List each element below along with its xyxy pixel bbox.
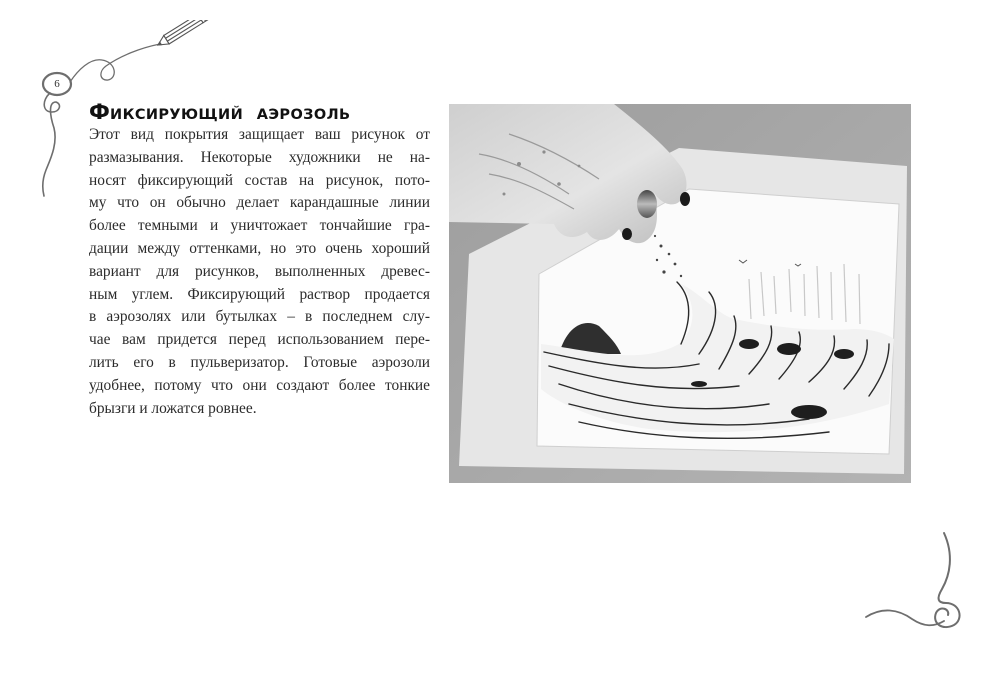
body-paragraph (89, 124, 430, 420)
body-line: му что он обычно делает карандашные линии (89, 194, 430, 212)
body-line: удобнее, потому что они создают более тонкие (89, 376, 430, 394)
body-line: ным углем. Фиксирующий раствор продается (89, 285, 430, 303)
body-line: размазывания. Некоторые художники не на- (89, 148, 430, 166)
section-heading (89, 100, 351, 124)
page-number: 6 (54, 78, 60, 90)
fixative-spray-photo (449, 104, 911, 483)
body-line: лить его в пульверизатор. Готовые аэрозоли (89, 353, 430, 371)
pencil-icon (155, 20, 209, 49)
body-line: чае вам придется перед использованием пере- (89, 331, 430, 349)
body-line: более темными и уничтожает тончайшие гра- (89, 217, 430, 235)
swirl-ornament (858, 525, 978, 635)
body-line: в аэрозолях или бутылках – в последнем слу- (89, 308, 430, 326)
body-line: дации между оттенками, но это очень хороший (89, 239, 430, 257)
body-line: носят фиксирующий состав на рисунок, пото- (89, 171, 430, 189)
heading-initial: Ф (89, 100, 111, 124)
heading-word-2: АЭРОЗОЛЬ (256, 107, 351, 123)
aerosol-can (637, 190, 657, 218)
body-line: вариант для рисунков, выполненных древес- (89, 262, 430, 280)
heading-word-1: ИКСИРУЮЩИЙ (110, 107, 244, 123)
body-line: Этот вид покрытия защищает ваш рисунок от (89, 126, 430, 143)
body-line: брызги и ложатся ровнее. (89, 399, 257, 417)
